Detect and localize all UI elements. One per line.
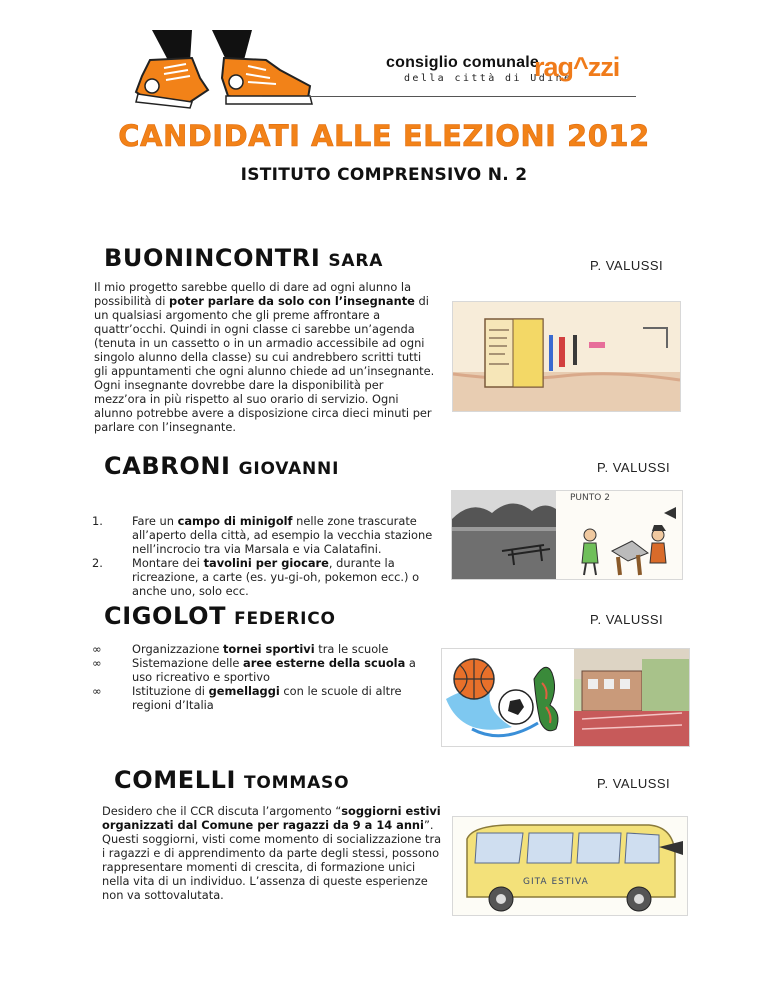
candidate-program-list [92,642,437,712]
text-segment: con le scuole di altre regioni d’Italia [132,684,402,712]
text-segment: Organizzazione [132,642,223,656]
text-segment: Montare dei [132,556,204,570]
candidate-drawing-minigolf [451,490,683,580]
school-label: P. VALUSSI [597,776,671,791]
text-highlight: soggiorni estivi organizzati dal Comune per ragazzi da 9 a 14 anni [102,804,441,832]
candidate-name-cabroni [104,452,339,480]
school-label: P. VALUSSI [590,258,664,273]
candidate-surname: CABRONI [104,452,231,480]
candidate-drawing-bus [452,816,688,916]
candidate-drawing-agenda [452,301,681,412]
logo-text-city: della città di Udine [404,73,573,84]
text-highlight: tornei sportivi [222,642,315,656]
candidate-surname: COMELLI [114,766,237,794]
list-item [92,514,437,556]
candidate-first-name: FEDERICO [234,609,336,629]
list-marker: 2. [92,556,103,570]
logo-text-consiglio-comunale: consiglio comunale [386,54,539,71]
list-marker: 1. [92,514,103,528]
text-segment: Sistemazione delle [132,656,244,670]
text-highlight: poter parlare da solo con l’insegnante [169,294,415,308]
candidate-drawing-sports [441,648,690,747]
text-segment: ”. Questi soggiorni, visti come momento di socializzazione tra i ragazzi e di apprendimento da parte degli stessi, possono rappresentare momenti di crescita, di formazione unici nella vita di un individuo. L’assenza di queste esperienze non va sottovalutata. [102,818,442,902]
school-label: P. VALUSSI [597,460,671,475]
text-segment: tra le scuole [314,642,389,656]
list-marker: ∞ [92,642,102,656]
text-highlight: gemellaggi [208,684,280,698]
candidate-first-name: GIOVANNI [238,459,340,479]
candidate-name-buonincontri [104,244,383,272]
list-marker: ∞ [92,656,102,670]
logo-text-ragazzi: rag^zzi [534,52,620,82]
list-marker: ∞ [92,684,102,698]
page-title: CANDIDATI ALLE ELEZIONI 2012 [118,119,650,153]
text-highlight: aree esterne della scuola [243,656,406,670]
text-segment: , durante la ricreazione, a carte (es. yu-gi-oh, pokemon ecc.) o anche uno, solo ecc. [132,556,420,598]
drawing-handwritten-label: GITA ESTIVA [523,877,589,887]
list-item [92,656,437,684]
text-segment: Desidero che il CCR discuta l’argomento “ [102,804,342,818]
school-label: P. VALUSSI [590,612,664,627]
list-item [92,556,437,598]
candidate-first-name: TOMMASO [244,773,350,793]
list-item [92,684,437,712]
drawing-illustration [452,491,682,579]
text-highlight: tavolini per giocare [203,556,329,570]
page-subtitle: ISTITUTO COMPRENSIVO N. 2 [240,165,528,185]
candidate-surname: BUONINCONTRI [104,244,321,272]
sneakers-logo-illustration [130,30,315,110]
drawing-illustration [453,817,687,915]
candidate-name-comelli [114,766,349,794]
list-item [92,642,437,656]
candidate-program-text [94,280,436,434]
candidate-name-cigolot [104,602,336,630]
text-segment: a uso ricreativo e sportivo [132,656,416,684]
text-segment: Fare un [132,514,178,528]
header-divider [262,96,636,97]
drawing-handwritten-label: PUNTO 2 [570,493,610,503]
text-segment: Istituzione di [132,684,209,698]
text-segment: nelle zone trascurate all’aperto della città, ad esempio la vecchia stazione nell’incrocio tra via Marsala e via Calatafini. [132,514,433,556]
text-highlight: campo di minigolf [177,514,293,528]
candidate-surname: CIGOLOT [104,602,227,630]
candidate-program-list [92,514,437,598]
candidate-first-name: SARA [328,251,384,271]
text-segment: di un qualsiasi argomento che gli preme affrontare a quattr’occhi. Quindi in ogni classe ci sarebbe un’agenda (tenuta in un cassetto o in un armadio accessibile ad ogni singolo alunno della classe) su cui andrebbero scritti tutti gli appuntamenti che ogni alunno chiede ad un’insegnante. Ogni insegnante dovrebbe dare la disponibilità per mezz’ora in più rispetto al suo orario di servizio. Ogni alunno potrebbe avere a disposizione circa dieci minuti per parlare con l’insegnante. [94,294,435,434]
candidate-program-text [102,804,444,902]
text-segment: Il mio progetto sarebbe quello di dare ad ogni alunno la possibilità di [94,280,412,308]
